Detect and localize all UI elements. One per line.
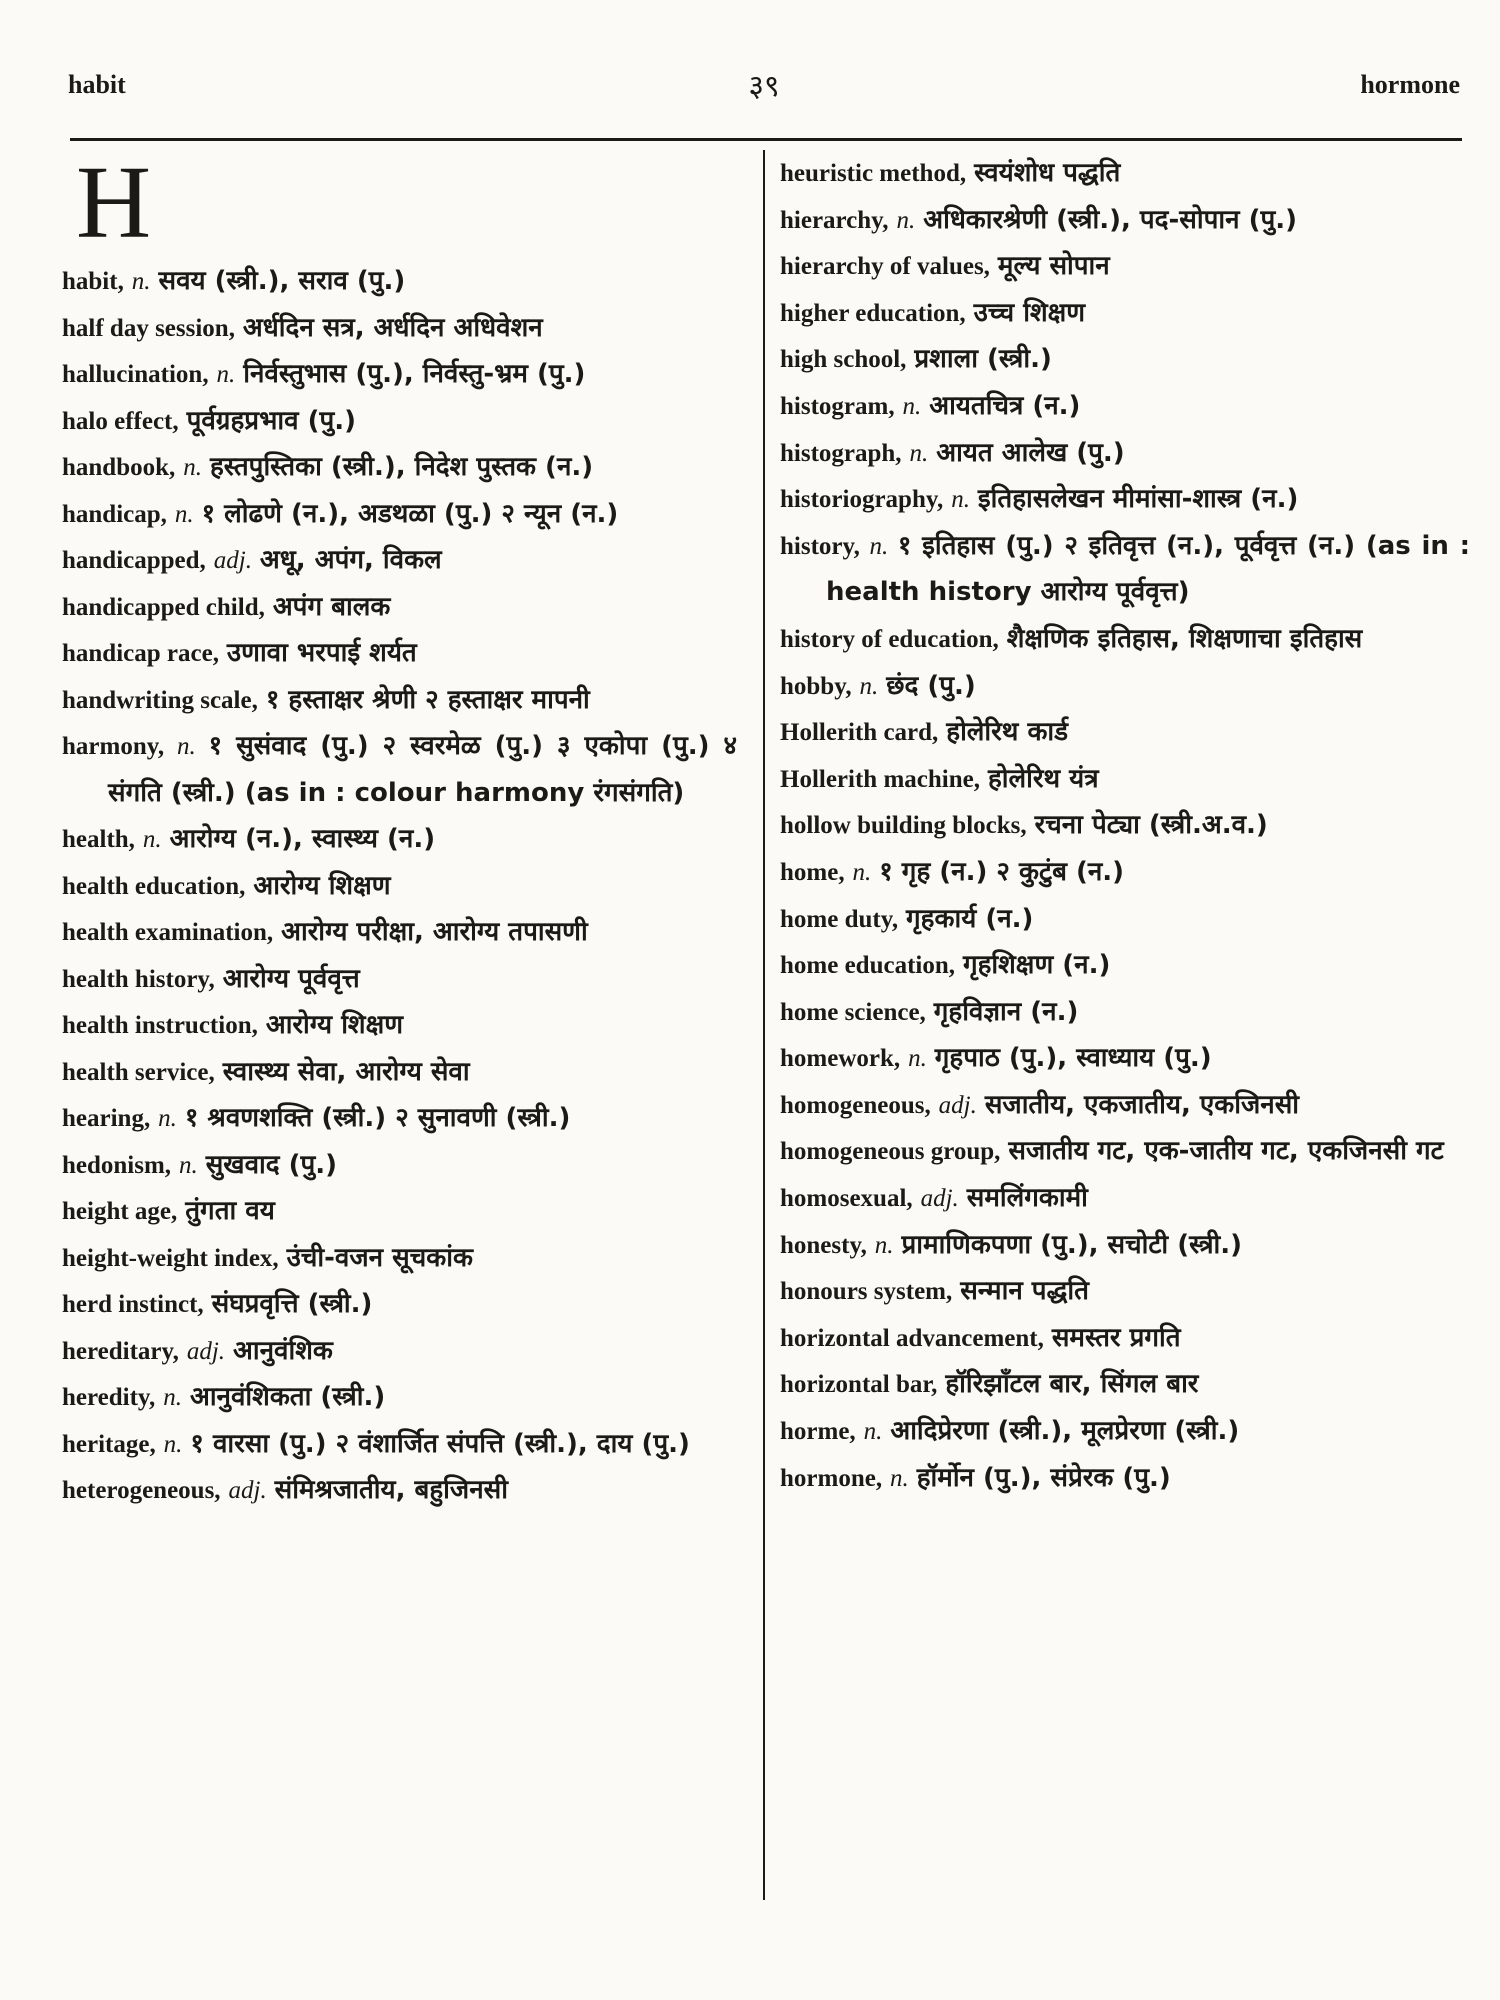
- entry-part-of-speech: n.: [896, 206, 916, 234]
- entry-gloss: गृहकार्य (न.): [906, 903, 1034, 934]
- left-column: [62, 145, 737, 1514]
- entry-term: hedonism,: [62, 1151, 172, 1179]
- dictionary-entry: [780, 1408, 1470, 1455]
- entry-part-of-speech: n.: [131, 268, 151, 295]
- dictionary-entry: [62, 1374, 737, 1421]
- entry-term: handicap race,: [62, 640, 219, 667]
- entry-gloss: संघप्रवृत्ति (स्त्री.): [211, 1289, 373, 1319]
- dictionary-entry: [780, 336, 1470, 383]
- entry-term: health service,: [62, 1058, 215, 1086]
- dictionary-entry: [62, 537, 737, 584]
- running-header: [68, 70, 1460, 110]
- entry-gloss: अपंग बालक: [272, 591, 391, 622]
- entry-term: harmony,: [62, 733, 165, 760]
- entry-term: heritage,: [62, 1430, 156, 1458]
- dictionary-entry: [780, 1268, 1470, 1315]
- entry-gloss: गृहविज्ञान (न.): [933, 996, 1079, 1027]
- dictionary-entry: [62, 305, 737, 352]
- entry-term: homosexual,: [780, 1185, 913, 1213]
- dictionary-entry: [780, 430, 1470, 477]
- dictionary-entry: [780, 150, 1470, 197]
- entry-gloss: छंद (पु.): [886, 670, 976, 701]
- entry-term: historiography,: [780, 486, 944, 514]
- entry-term: Hollerith card,: [780, 719, 939, 747]
- dictionary-entry: [62, 863, 737, 910]
- entry-part-of-speech: adj.: [920, 1185, 959, 1213]
- dictionary-entry: [62, 956, 737, 1003]
- dictionary-entry: [62, 1235, 737, 1282]
- entry-gloss: १ वारसा (पु.) २ वंशार्जित संपत्ति (स्त्री.), दाय (पु.): [190, 1428, 690, 1459]
- entry-gloss: आरोग्य (न.), स्वास्थ्य (न.): [169, 824, 436, 854]
- entry-part-of-speech: adj.: [186, 1337, 226, 1365]
- entry-part-of-speech: adj.: [228, 1477, 267, 1504]
- entry-term: hobby,: [780, 672, 852, 700]
- entry-gloss: हॉर्मोन (पु.), संप्रेरक (पु.): [916, 1462, 1171, 1493]
- entry-term: hierarchy of values,: [780, 253, 990, 281]
- entry-gloss: रचना पेट्या (स्त्री.अ.व.): [1034, 810, 1268, 841]
- dictionary-entry: [62, 1049, 737, 1096]
- dictionary-entry: [780, 942, 1470, 989]
- entry-term: homogeneous group,: [780, 1138, 1001, 1166]
- section-letter: H: [76, 145, 152, 260]
- dictionary-entry: [780, 1315, 1470, 1362]
- entry-gloss: शैक्षणिक इतिहास, शिक्षणाचा इतिहास: [1006, 623, 1363, 654]
- entry-part-of-speech: n.: [852, 858, 872, 886]
- entry-term: horme,: [780, 1418, 856, 1446]
- entry-term: histograph,: [780, 439, 902, 467]
- entry-term: hierarchy,: [780, 206, 889, 234]
- entry-gloss: गृहशिक्षण (न.): [962, 950, 1111, 981]
- entry-term: high school,: [780, 346, 907, 374]
- dictionary-entry: [62, 1002, 737, 1049]
- dictionary-entry: [62, 1281, 737, 1328]
- entry-term: homework,: [780, 1045, 901, 1073]
- entry-term: health instruction,: [62, 1012, 258, 1039]
- left-guide-word: habit: [68, 70, 126, 99]
- entry-term: history,: [780, 532, 860, 560]
- entry-term: handicapped child,: [62, 593, 265, 621]
- entry-gloss: सन्मान पद्धति: [960, 1276, 1089, 1307]
- entry-term: higher education,: [780, 299, 966, 327]
- entry-part-of-speech: n.: [163, 1384, 182, 1411]
- dictionary-entry: [62, 723, 737, 816]
- entry-gloss: आयत आलेख (पु.): [936, 437, 1125, 468]
- entry-term: heredity,: [62, 1384, 156, 1411]
- entry-gloss: मूल्य सोपान: [997, 251, 1110, 282]
- dictionary-entry: [780, 756, 1470, 803]
- dictionary-entry: [62, 677, 737, 724]
- entry-gloss: हस्तपुस्तिका (स्त्री.), निदेश पुस्तक (न.): [209, 452, 594, 482]
- entry-gloss: आयतचित्र (न.): [929, 390, 1081, 421]
- entry-part-of-speech: n.: [909, 439, 929, 467]
- entry-part-of-speech: adj.: [938, 1091, 977, 1119]
- entry-term: home duty,: [780, 905, 899, 933]
- dictionary-entry: [780, 1455, 1470, 1502]
- entry-term: history of education,: [780, 625, 999, 653]
- entry-gloss: होलेरिथ कार्ड: [946, 717, 1069, 748]
- entry-term: hereditary,: [62, 1337, 179, 1365]
- entry-term: habit,: [62, 268, 124, 295]
- entry-part-of-speech: n.: [874, 1231, 894, 1259]
- entry-gloss: आरोग्य शिक्षण: [253, 870, 391, 901]
- entry-gloss: आरोग्य पूर्ववृत्त: [222, 963, 360, 994]
- entry-part-of-speech: n.: [142, 826, 162, 853]
- dictionary-entry: [780, 802, 1470, 849]
- entry-gloss: संमिश्रजातीय, बहुजिनसी: [274, 1475, 508, 1505]
- entry-term: heuristic method,: [780, 160, 967, 187]
- entry-gloss: आनुवंशिक: [233, 1335, 333, 1366]
- entry-gloss: स्वयंशोध पद्धति: [974, 158, 1121, 188]
- entry-part-of-speech: n.: [951, 486, 970, 514]
- dictionary-entry: [780, 663, 1470, 710]
- entry-term: hearing,: [62, 1105, 151, 1132]
- entry-gloss: अधिकारश्रेणी (स्त्री.), पद-सोपान (पु.): [923, 204, 1297, 235]
- dictionary-entry: [780, 896, 1470, 943]
- entry-gloss: सवय (स्त्री.), सराव (पु.): [158, 266, 406, 296]
- entry-gloss: प्रशाला (स्त्री.): [914, 344, 1052, 375]
- dictionary-entry: [780, 849, 1470, 896]
- entry-term: height-weight index,: [62, 1244, 279, 1272]
- entry-part-of-speech: n.: [869, 532, 889, 560]
- dictionary-entry: [62, 909, 737, 956]
- entry-part-of-speech: n.: [174, 500, 194, 528]
- entry-gloss: होलेरिथ यंत्र: [987, 763, 1099, 794]
- entry-term: horizontal advancement,: [780, 1324, 1044, 1352]
- entry-gloss: आरोग्य शिक्षण: [265, 1010, 404, 1040]
- entry-gloss: १ इतिहास (पु.) २ इतिवृत्त (न.), पूर्ववृत्त (न.) (as in : health history आरोग्य पूर्ववृत्त): [826, 530, 1470, 608]
- entry-gloss: १ लोढणे (न.), अडथळा (पु.) २ न्यून (न.): [201, 498, 619, 529]
- dictionary-entry: [780, 616, 1470, 663]
- column-divider: [763, 150, 765, 1900]
- right-guide-word: hormone: [1360, 70, 1460, 99]
- entry-part-of-speech: n.: [890, 1464, 909, 1492]
- dictionary-entry: [780, 709, 1470, 756]
- entry-term: honours system,: [780, 1278, 953, 1306]
- entry-gloss: आनुवंशिकता (स्त्री.): [189, 1382, 386, 1412]
- entry-term: heterogeneous,: [62, 1477, 221, 1504]
- dictionary-entry: [62, 1095, 737, 1142]
- dictionary-entry: [62, 398, 737, 445]
- entry-gloss: उणावा भरपाई शर्यत: [226, 638, 417, 668]
- entry-part-of-speech: n.: [859, 672, 879, 700]
- entry-term: horizontal bar,: [780, 1371, 938, 1399]
- entry-part-of-speech: n.: [158, 1105, 177, 1132]
- entry-gloss: सजातीय, एकजातीय, एकजिनसी: [984, 1089, 1300, 1120]
- entry-part-of-speech: n.: [179, 1151, 198, 1179]
- entry-gloss: स्वास्थ्य सेवा, आरोग्य सेवा: [222, 1056, 470, 1087]
- entry-part-of-speech: n.: [908, 1045, 927, 1073]
- entry-gloss: १ श्रवणशक्ति (स्त्री.) २ सुनावणी (स्त्री.): [184, 1103, 571, 1133]
- entry-part-of-speech: n.: [183, 454, 202, 481]
- entry-term: height age,: [62, 1198, 178, 1225]
- entry-term: halo effect,: [62, 407, 179, 435]
- entry-gloss: निर्वस्तुभास (पु.), निर्वस्तु-भ्रम (पु.): [243, 359, 586, 389]
- dictionary-entry: [780, 1128, 1470, 1175]
- dictionary-entry: [62, 1188, 737, 1235]
- entry-term: hormone,: [780, 1464, 883, 1492]
- entry-gloss: उच्च शिक्षण: [973, 297, 1086, 328]
- entry-term: handbook,: [62, 454, 176, 481]
- entry-gloss: १ गृह (न.) २ कुटुंब (न.): [879, 856, 1125, 887]
- entry-term: handwriting scale,: [62, 686, 258, 714]
- entry-gloss: आरोग्य परीक्षा, आरोग्य तपासणी: [281, 917, 588, 947]
- dictionary-entry: [62, 491, 737, 538]
- entry-term: herd instinct,: [62, 1291, 204, 1318]
- entry-term: health,: [62, 826, 135, 853]
- entry-gloss: गृहपाठ (पु.), स्वाध्याय (पु.): [934, 1043, 1212, 1074]
- entry-part-of-speech: n.: [216, 361, 236, 388]
- entry-gloss: प्रामाणिकपणा (पु.), सचोटी (स्त्री.): [901, 1229, 1243, 1260]
- entry-gloss: अधू, अपंग, विकल: [259, 545, 442, 575]
- entry-term: homogeneous,: [780, 1091, 931, 1119]
- entry-gloss: इतिहासलेखन मीमांसा-शास्त्र (न.): [977, 484, 1299, 515]
- entry-term: home science,: [780, 998, 926, 1026]
- dictionary-entry: [780, 523, 1470, 616]
- entry-gloss: समलिंगकामी: [966, 1183, 1088, 1214]
- entry-part-of-speech: n.: [863, 1418, 883, 1446]
- dictionary-entry: [780, 290, 1470, 337]
- dictionary-entry: [780, 989, 1470, 1036]
- dictionary-entry: [780, 1082, 1470, 1129]
- entry-gloss: हॉरिझाँटल बार, सिंगल बार: [945, 1369, 1199, 1400]
- dictionary-entry: [62, 1421, 737, 1468]
- dictionary-entry: [62, 1328, 737, 1375]
- dictionary-entry: [780, 1035, 1470, 1082]
- entry-gloss: आदिप्रेरणा (स्त्री.), मूलप्रेरणा (स्त्री.): [890, 1416, 1240, 1447]
- entry-gloss: तुंगता वय: [185, 1196, 275, 1226]
- dictionary-entry: [62, 1142, 737, 1189]
- header-rule: [70, 138, 1462, 141]
- entry-term: hollow building blocks,: [780, 812, 1027, 840]
- entry-term: histogram,: [780, 392, 895, 420]
- dictionary-entry: [62, 584, 737, 631]
- right-column: [780, 150, 1470, 1501]
- dictionary-entry: [780, 476, 1470, 523]
- entry-gloss: १ सुसंवाद (पु.) २ स्वरमेळ (पु.) ३ एकोपा (पु.) ४ संगति (स्त्री.) (as in : colour harmony रंगसंगति): [108, 731, 737, 808]
- entry-term: health education,: [62, 872, 246, 900]
- entry-gloss: सुखवाद (पु.): [205, 1149, 338, 1180]
- dictionary-entry: [780, 1175, 1470, 1222]
- entry-term: hallucination,: [62, 361, 209, 388]
- entry-term: handicapped,: [62, 547, 206, 574]
- entry-term: home education,: [780, 952, 955, 980]
- entry-gloss: सजातीय गट, एक-जातीय गट, एकजिनसी गट: [1008, 1136, 1444, 1167]
- dictionary-entry: [62, 1467, 737, 1514]
- entry-term: health examination,: [62, 919, 274, 946]
- entry-gloss: उंची-वजन सूचकांक: [286, 1242, 473, 1273]
- dictionary-entry: [62, 630, 737, 677]
- entry-gloss: पूर्वग्रहप्रभाव (पु.): [186, 405, 356, 436]
- dictionary-entry: [62, 444, 737, 491]
- entry-gloss: अर्धदिन सत्र, अर्धदिन अधिवेशन: [242, 312, 543, 343]
- dictionary-entry: [780, 243, 1470, 290]
- entry-part-of-speech: n.: [163, 1430, 183, 1458]
- entry-part-of-speech: adj.: [213, 547, 252, 574]
- entry-part-of-speech: n.: [902, 392, 922, 420]
- dictionary-entry: [780, 1222, 1470, 1269]
- dictionary-entry: [780, 383, 1470, 430]
- dictionary-entry: [780, 197, 1470, 244]
- dictionary-entry: [62, 258, 737, 305]
- entry-gloss: १ हस्ताक्षर श्रेणी २ हस्ताक्षर मापनी: [265, 684, 590, 715]
- entry-part-of-speech: n.: [176, 733, 196, 760]
- entry-gloss: समस्तर प्रगति: [1051, 1322, 1181, 1353]
- dictionary-entry: [62, 351, 737, 398]
- entry-term: home,: [780, 858, 845, 886]
- entry-term: honesty,: [780, 1231, 867, 1259]
- entry-term: health history,: [62, 965, 215, 993]
- page-number: ३९: [748, 69, 780, 104]
- dictionary-entry: [780, 1361, 1470, 1408]
- dictionary-entry: [62, 816, 737, 863]
- entry-term: handicap,: [62, 500, 167, 528]
- entry-term: Hollerith machine,: [780, 765, 980, 793]
- entry-term: half day session,: [62, 314, 235, 342]
